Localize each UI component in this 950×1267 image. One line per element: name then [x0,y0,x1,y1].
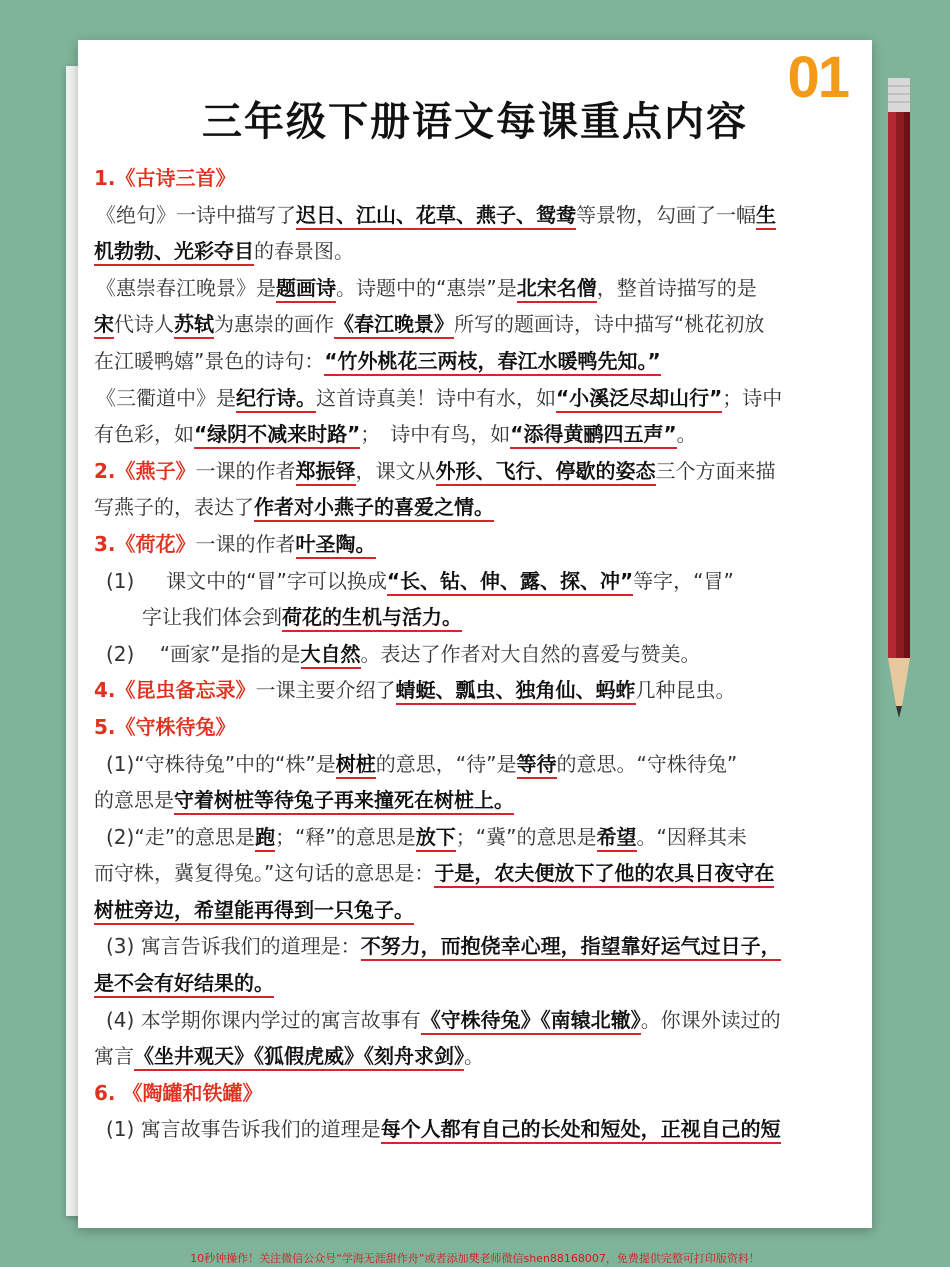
text: 。表达了作者对大自然的喜爱与赞美。 [360,641,701,666]
list-item [94,746,850,783]
item-number: (2) [106,641,135,666]
text: 《三衢道中》是 [96,385,236,410]
text: “画家”是指的是 [159,641,301,666]
key-point: 北宋名僧 [517,276,597,303]
page-title: 三年级下册语文每课重点内容 [202,99,748,145]
key-point: 《守株待兔》《南辕北辙》 [421,1008,641,1035]
key-point: 树桩 [336,752,376,779]
text: (4) 本学期你课内学过的寓言故事有 [106,1007,421,1032]
heading-text: 3.《荷花》 [94,531,196,556]
key-point: “竹外桃花三两枝，春江水暖鸭先知。” [324,349,660,376]
key-point: 放下 [416,825,456,852]
key-point: 荷花的生机与活力。 [282,605,462,632]
text: 。你课外读过的 [640,1007,781,1032]
text: 《惠崇春江晚景》是 [96,275,276,300]
list-item-continuation [94,892,850,929]
key-point: 跑 [255,825,275,852]
pencil-ferrule [888,78,910,112]
list-item [94,1111,850,1148]
pencil-illustration [884,78,914,718]
paragraph [94,380,850,417]
list-item [94,928,850,965]
text: 。“因释其耒 [636,824,747,849]
document-page [78,40,872,1228]
text: 。诗题中的“惠崇”是 [336,275,517,300]
text: 写燕子的，表达了 [94,495,254,520]
key-point: 外形、飞行、停歇的姿态 [436,459,656,486]
heading-text: 1.《古诗三首》 [94,166,236,190]
key-point: “长、钻、伸、露、探、冲” [387,569,633,596]
key-point: 大自然 [301,642,361,669]
key-point: 生 [756,203,776,230]
list-item-continuation [94,782,850,819]
key-point: 《坐井观天》《狐假虎威》《刻舟求剑》 [134,1044,464,1071]
text: 《绝句》一诗中描写了 [96,202,296,227]
key-point: 等待 [517,752,557,779]
key-point: 每个人都有自己的长处和短处，正视自己的短 [381,1117,781,1144]
pencil-lead [896,706,902,718]
list-item [94,636,850,673]
list-item-continuation [94,855,850,892]
key-point: 蜻蜓、瓢虫、独角仙、蚂蚱 [396,678,636,705]
list-item [94,819,850,856]
key-point: 叶圣陶。 [296,532,376,559]
text: 代诗人 [114,312,174,337]
text: 为惠崇的画作 [214,312,334,337]
text: (1)“守株待兔”中的“株”是 [106,751,336,776]
text: 的意思是 [94,788,174,813]
key-point: 守着树桩等待兔子再来撞死在树桩上。 [174,788,514,815]
text: 一课的作者 [195,531,296,556]
pencil-wood-tip [888,658,910,706]
section-heading-3 [94,526,850,563]
text: 在江暖鸭嬉”景色的诗句： [94,348,325,373]
list-item [94,1002,850,1039]
paragraph [94,416,850,453]
paragraph [94,197,850,234]
key-point: 《春江晚景》 [334,312,454,339]
text: (1) 寓言故事告诉我们的道理是 [106,1117,381,1142]
content-body [94,160,850,1148]
list-item-continuation [94,1038,850,1075]
text: ，整首诗描写的是 [596,275,757,300]
paragraph [94,489,850,526]
text: ； 诗中有鸟，如 [360,422,511,447]
key-point: 机勃勃、光彩夺目 [94,239,254,266]
text: 的春景图。 [254,239,354,264]
key-point: 郑振铎 [296,459,356,486]
key-point: 不努力，而抱侥幸心理，指望靠好运气过日子， [361,934,781,961]
section-heading-6 [94,1075,850,1112]
key-point: 树桩旁边，希望能再得到一只兔子。 [94,898,414,925]
list-item-continuation [94,599,850,636]
section-heading-1 [94,160,850,197]
text: 所写的题画诗，诗中描写“桃花初放 [454,312,765,337]
text: 几种昆虫。 [635,678,736,703]
heading-text: 2.《燕子》 [94,458,196,483]
section-heading-5 [94,709,850,746]
text: 而守株，冀复得兔。”这句话的意思是： [94,861,435,886]
text: (2)“走”的意思是 [106,824,256,849]
key-point: 作者对小燕子的喜爱之情。 [254,495,494,522]
text: 。 [464,1044,484,1069]
key-point: “绿阴不减来时路” [194,422,360,449]
text: 的意思，“待”是 [375,751,517,776]
key-point: 是不会有好结果的。 [94,971,274,998]
heading-text: 5.《守株待兔》 [94,714,236,739]
text: 有色彩，如 [94,422,194,447]
list-item [94,563,850,600]
key-point: 苏轼 [174,312,214,339]
key-point: 希望 [597,825,637,852]
key-point: 于是，农夫便放下了他的农具日夜守在 [434,861,774,888]
key-point: 迟日、江山、花草、燕子、鸳鸯 [296,203,576,230]
key-point: “添得黄鹂四五声” [510,422,676,449]
text: ；“冀”的意思是 [455,824,597,849]
text: 等景物，勾画了一幅 [576,202,756,227]
key-point: 题画诗 [276,276,336,303]
text: ；诗中 [722,385,783,410]
heading-text: 4.《昆虫备忘录》 [94,678,256,703]
paragraph [94,343,850,380]
footer-note: 10秒钟操作！关注微信公众号“学海无涯甜作舟”或者添加樊老师微信shen88168007，免费提供完整可打印版资料！ [190,1252,760,1265]
text: 。 [676,422,697,447]
text: 三个方面来描 [655,458,776,483]
text: 一课的作者 [195,458,296,483]
text: 字让我们体会到 [142,605,282,630]
text: ；“释”的意思是 [275,824,416,849]
heading-text: 6. 《陶罐和铁罐》 [94,1080,263,1105]
list-item-continuation [94,965,850,1002]
text: 等字，“冒” [633,568,734,593]
paragraph [94,233,850,270]
text: ，课文从 [355,458,436,483]
text: (3) 寓言告诉我们的道理是： [106,934,361,959]
page-number: 01 [787,45,848,110]
text: 的意思。“守株待兔” [556,751,738,776]
section-heading-4 [94,672,850,709]
paragraph [94,270,850,307]
text: 一课主要介绍了 [255,678,396,703]
section-heading-2 [94,453,850,490]
text: 这首诗真美！诗中有水，如 [316,385,556,410]
text: 课文中的“冒”字可以换成 [166,568,387,593]
key-point: “小溪泛尽却山行” [556,386,722,413]
paragraph [94,306,850,343]
key-point: 纪行诗。 [236,386,316,413]
key-point: 宋 [94,312,114,339]
text: 寓言 [94,1044,134,1069]
item-number: (1) [106,568,135,593]
